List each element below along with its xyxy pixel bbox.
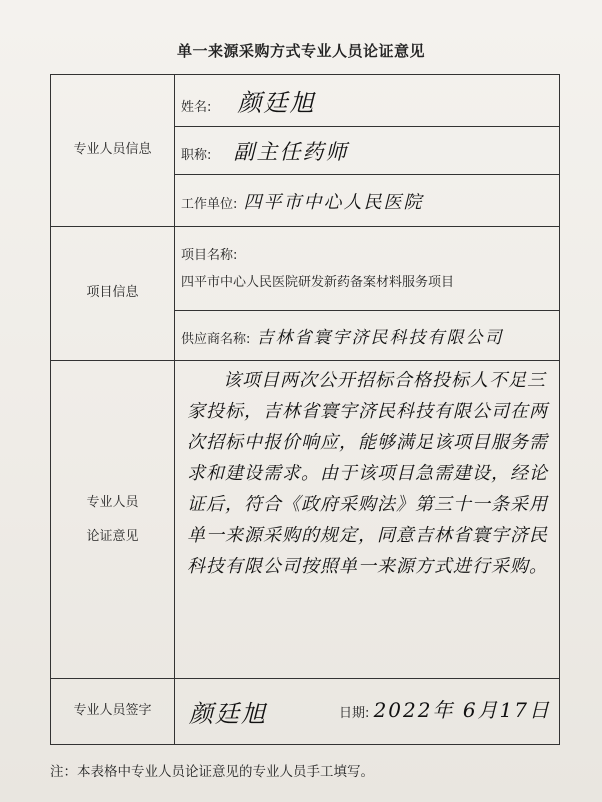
date-group bbox=[339, 694, 551, 723]
opinion-label-line2: 论证意见 bbox=[86, 528, 139, 544]
opinion-label-line1: 专业人员 bbox=[86, 494, 139, 510]
project-name-label: 项目名称: bbox=[181, 247, 238, 263]
position-label: 职称: bbox=[181, 147, 212, 163]
project-name-row bbox=[175, 227, 560, 311]
unit-value: 四平市中心人民医院 bbox=[243, 191, 424, 213]
unit-row bbox=[175, 175, 560, 227]
signature-section-label: 专业人员签字 bbox=[51, 679, 175, 745]
footnote: 注：本表格中专业人员论证意见的专业人员手工填写。 bbox=[50, 764, 374, 780]
supplier-label: 供应商名称: bbox=[181, 332, 251, 347]
date-value: 2022年 6月17日 bbox=[373, 698, 551, 722]
opinion-section-label bbox=[51, 361, 175, 679]
name-value: 颜廷旭 bbox=[237, 89, 316, 117]
document-title: 单一来源采购方式专业人员论证意见 bbox=[176, 42, 425, 60]
date-label: 日期: bbox=[339, 706, 370, 721]
project-name-value: 四平市中心人民医院研发新药备案材料服务项目 bbox=[181, 274, 455, 290]
personnel-section-label: 专业人员信息 bbox=[51, 75, 175, 227]
position-value: 副主任药师 bbox=[233, 139, 349, 164]
signature-row bbox=[175, 679, 560, 745]
unit-label: 工作单位: bbox=[181, 196, 238, 212]
name-row bbox=[175, 75, 560, 127]
supplier-row bbox=[175, 311, 560, 361]
opinion-text: 该项目两次公开招标合格投标人不足三家投标，吉林省寰宇济民科技有限公司在两次招标中报价响应，能够满足该项目服务需求和建设需求。由于该项目急需建设，经论证后，符合《政府采购法》第三十一条采用单一来源采购的规定，同意吉林省寰宇济民科技有限公司按照单一来源方式进行采购。 bbox=[187, 370, 548, 577]
supplier-value: 吉林省寰宇济民科技有限公司 bbox=[256, 328, 504, 348]
name-label: 姓名: bbox=[181, 100, 212, 115]
project-section-label: 项目信息 bbox=[51, 227, 175, 361]
position-row bbox=[175, 127, 560, 175]
signature-value: 颜廷旭 bbox=[189, 700, 267, 728]
argumentation-form bbox=[50, 74, 560, 745]
opinion-cell bbox=[175, 361, 560, 679]
